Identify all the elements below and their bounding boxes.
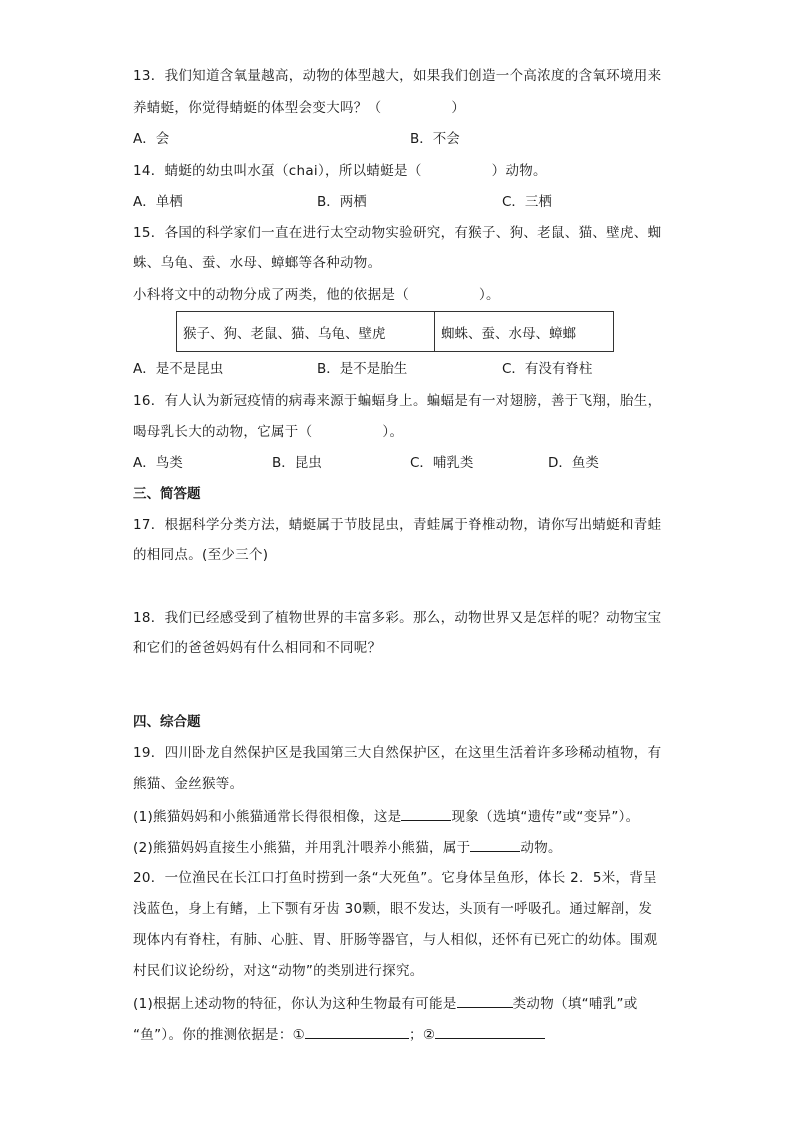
- q13-option-b[interactable]: B．不会: [410, 131, 460, 147]
- q16-option-a[interactable]: A．鸟类: [133, 455, 183, 471]
- q19-sub2-blank[interactable]: [470, 837, 520, 852]
- q20-basis-label: “鱼”）。你的推测依据是：①: [133, 1027, 306, 1043]
- q14-option-a[interactable]: A．单栖: [133, 194, 183, 210]
- q17-line1: 17．根据科学分类方法，蜻蜓属于节肢昆虫，青蛙属于脊椎动物，请你写出蜻蜓和青蛙: [133, 517, 662, 533]
- q19-sub1-blank[interactable]: [401, 806, 451, 821]
- q15-option-c[interactable]: C．有没有脊柱: [502, 361, 593, 377]
- q16-close: ）。: [382, 424, 404, 440]
- q13-option-a[interactable]: A．会: [133, 131, 170, 147]
- q16-option-d[interactable]: D．鱼类: [548, 455, 599, 471]
- q20-sub1-line2: [133, 1024, 545, 1045]
- q13-close: ）: [451, 100, 466, 116]
- q15-close: ）。: [479, 287, 500, 303]
- q20-line4: 村民们议论纷纷，对这“动物”的类别进行探究。: [133, 963, 424, 979]
- q19-sub2-tail: 动物。: [520, 840, 562, 856]
- q17-line2: 的相同点。(至少三个): [133, 547, 269, 563]
- q15-group-2: 蜘蛛、蚕、水母、蟑螂: [435, 312, 614, 352]
- q14-stem: 14．蜻蜓的幼虫叫水虿（chai），所以蜻蜓是（: [133, 163, 422, 179]
- q19-sub1-stem: (1)熊猫妈妈和小熊猫通常长得很相像，这是: [133, 809, 402, 825]
- q19-sub2-stem: (2)熊猫妈妈直接生小熊猫，并用乳汁喂养小熊猫，属于: [133, 840, 471, 856]
- q20-line2: 浅蓝色，身上有鳍，上下颚有牙齿 30颗，眼不发达，头顶有一呼吸孔。通过解剖，发: [133, 901, 653, 917]
- q20-sub1: [133, 993, 638, 1014]
- q13-stem: 养蜻蜓，你觉得蜻蜓的体型会变大吗？（: [133, 100, 382, 116]
- q20-sub1-tail: 类动物（填“哺乳”或: [512, 996, 638, 1012]
- q19-sub1-tail: 现象（选填“遗传”或“变异”）。: [451, 809, 640, 825]
- q20-basis-sep: ；②: [409, 1027, 436, 1043]
- q20-basis-blank-1[interactable]: [305, 1024, 409, 1039]
- q13-line2: [133, 98, 465, 118]
- q19-sub2: [133, 837, 562, 858]
- q15-option-a[interactable]: A．是不是昆虫: [133, 361, 224, 377]
- q16-option-b[interactable]: B．昆虫: [272, 455, 322, 471]
- q16-line2: [133, 422, 403, 442]
- q19-line1: 19．四川卧龙自然保护区是我国第三大自然保护区，在这里生活着许多珍稀动植物，有: [133, 745, 662, 761]
- q19-line2: 熊猫、金丝猴等。: [133, 776, 244, 792]
- section-3-heading: 三、简答题: [133, 486, 201, 502]
- q16-option-c[interactable]: C．哺乳类: [410, 455, 474, 471]
- q14-option-c[interactable]: C．三栖: [502, 194, 552, 210]
- q20-line1: 20．一位渔民在长江口打鱼时捞到一条“大死鱼”。它身体呈鱼形，体长 2．5米，背呈: [133, 870, 657, 886]
- q15-option-b[interactable]: B．是不是胎生: [317, 361, 408, 377]
- q20-line3: 现体内有脊柱，有肺、心脏、胃、肝肠等器官，与人相似，还怀有已死亡的幼体。围观: [133, 932, 658, 948]
- q15-classification-table: [176, 311, 614, 352]
- q14-close: ）动物。: [491, 163, 547, 179]
- q15-group-1: 猴子、狗、老鼠、猫、乌龟、壁虎: [177, 312, 435, 352]
- q16-line1: 16．有人认为新冠疫情的病毒来源于蝙蝠身上。蝙蝠是有一对翅膀，善于飞翔，胎生，: [133, 393, 662, 409]
- q18-line2: 和它们的爸爸妈妈有什么相同和不同呢？: [133, 640, 382, 656]
- section-4-heading: 四、综合题: [133, 714, 201, 730]
- q15-line2: 蛛、乌龟、蚕、水母、蟑螂等各种动物。: [133, 255, 382, 271]
- q15-stem: 小科将文中的动物分成了两类，他的依据是（: [133, 287, 409, 303]
- q20-basis-blank-2[interactable]: [435, 1024, 545, 1039]
- q14-line: [133, 161, 547, 181]
- q20-sub1-blank[interactable]: [457, 993, 513, 1008]
- q20-sub1-stem: (1)根据上述动物的特征，你认为这种生物最有可能是: [133, 996, 457, 1012]
- q19-sub1: [133, 806, 639, 827]
- q15-line1: 15．各国的科学家们一直在进行太空动物实验研究，有猴子、狗、老鼠、猫、壁虎、蜘: [133, 225, 662, 241]
- q16-stem: 喝母乳长大的动物，它属于（: [133, 424, 313, 440]
- q18-line1: 18．我们已经感受到了植物世界的丰富多彩。那么，动物世界又是怎样的呢？动物宝宝: [133, 610, 662, 626]
- q15-line3: [133, 285, 500, 305]
- q14-option-b[interactable]: B．两栖: [317, 194, 367, 210]
- q13-line1: 13．我们知道含氧量越高，动物的体型越大，如果我们创造一个高浓度的含氧环境用来: [133, 68, 662, 84]
